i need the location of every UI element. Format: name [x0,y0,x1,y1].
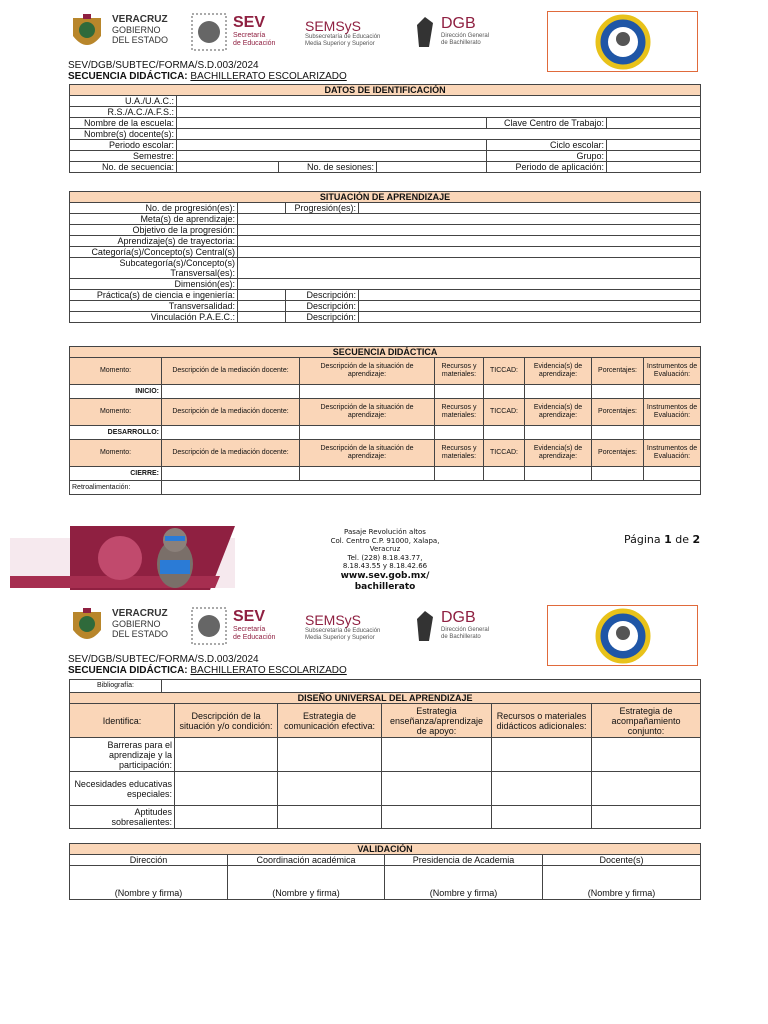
semsys-sub1: Subsecretaría de Educación [305,34,381,40]
sequence-value: BACHILLERATO ESCOLARIZADO [190,71,347,82]
clave-label: Clave Centro de Trabajo: [487,118,607,129]
address-line3: Veracruz [369,545,401,553]
desarrollo-cell-3[interactable] [435,426,484,440]
veracruz-line3-p2: DEL ESTADO [112,629,169,639]
dua-comunicacion-header: Estrategia de comunicación efectiva: [278,704,382,738]
dua-identifica-header: Identifica: [70,704,175,738]
aptitudes-cell-2[interactable] [278,806,382,829]
sev-logo-p2 [190,606,285,648]
sev-sub1: Secretaría [233,32,266,39]
sequence-value-p2: BACHILLERATO ESCOLARIZADO [190,665,347,676]
barreras-cell-4[interactable] [492,738,592,772]
necesidades-cell-3[interactable] [382,772,492,806]
aplicacion-label: Periodo de aplicación: [487,162,607,173]
bibliografia-table [69,679,701,693]
uac-label: U.A./U.A.C.: [70,96,177,107]
secuencia-title: SECUENCIA DIDÁCTICA [70,347,701,358]
cierre-ticcad-header: TICCAD: [484,440,525,467]
inicio-cell-3[interactable] [435,385,484,399]
dgb-title-p2: DGB [441,609,476,626]
desarrollo-cell-7[interactable] [644,426,701,440]
transversalidad-desc-label: Descripción: [286,301,359,312]
vinculacion-desc-label: Descripción: [286,312,359,323]
categoria-field[interactable] [238,247,701,258]
cierre-cell-4[interactable] [484,467,525,481]
prog-field[interactable] [359,203,701,214]
inicio-instrumentos-header: Instrumentos de Evaluación: [644,358,701,385]
semsys-sub2: Media Superior y Superior [305,41,375,47]
veracruz-shield-icon-p2 [70,606,104,648]
desarrollo-cell-4[interactable] [484,426,525,440]
page-word: Página [624,533,661,546]
veracruz-line3: DEL ESTADO [112,35,169,45]
cierre-momento-header: Momento: [70,440,162,467]
dua-situacion-header: Descripción de la situación y/o condición: [175,704,278,738]
veracruz-line2: GOBIERNO [112,25,161,35]
mexico-seal-icon-p2 [190,606,228,646]
semsys-title: SEMSyS [305,18,362,34]
docente-label: Nombre(s) docente(s): [70,129,177,140]
ciclo-label: Ciclo escolar: [487,140,607,151]
cierre-cell-2[interactable] [300,467,435,481]
subcategoria-label [70,258,238,279]
inicio-cell-6[interactable] [592,385,644,399]
page-number: 1 [664,533,672,546]
docente-header: Docente(s) [543,855,701,866]
sev-sub2-p2: de Educación [233,634,276,641]
cierre-evidencia-header: Evidencia(s) de aprendizaje: [525,440,592,467]
coordinacion-firma[interactable]: (Nombre y firma) [228,866,385,900]
clave-field[interactable] [607,118,701,129]
address-line1: Pasaje Revolución altos [344,528,426,536]
objetivo-label: Objetivo de la progresión: [70,225,238,236]
direccion-header: Dirección [70,855,228,866]
cierre-cell-1[interactable] [162,467,300,481]
dgb-sub2-p2: de Bachillerato [441,634,481,640]
aptitudes-cell-5[interactable] [592,806,701,829]
inicio-ticcad-header: TICCAD: [484,358,525,385]
inicio-cell-5[interactable] [525,385,592,399]
footer-banner [10,518,245,598]
nosec-field[interactable] [177,162,279,173]
cierre-mediacion-header: Descripción de la mediación docente: [162,440,300,467]
dgb-sub2: de Bachillerato [441,40,481,46]
inicio-label: INICIO: [70,385,162,399]
dgb-title: DGB [441,15,476,32]
rsa-label: R.S./A.C./A.F.S.: [70,107,177,118]
practica-desc-label: Descripción: [286,290,359,301]
desarrollo-mediacion-header: Descripción de la mediación docente: [162,399,300,426]
sev-logo [190,12,285,54]
rsa-field[interactable] [177,107,701,118]
validacion-table [69,843,701,900]
necesidades-cell-5[interactable] [592,772,701,806]
necesidades-cell-2[interactable] [278,772,382,806]
dua-acompanamiento-header: Estrategia de acompañamiento conjunto: [592,704,701,738]
veracruz-shield-icon [70,12,104,54]
barreras-cell-1[interactable] [175,738,278,772]
mascot-banner-icon [10,518,245,598]
website-line1: www.sev.gob.mx/ [340,570,430,581]
barreras-label: Barreras para el aprendizaje y la participación: [70,738,175,772]
practica-field[interactable] [238,290,286,301]
grupo-field[interactable] [607,151,701,162]
cierre-instrumentos-header: Instrumentos de Evaluación: [644,440,701,467]
barreras-cell-5[interactable] [592,738,701,772]
necesidades-cell-1[interactable] [175,772,278,806]
uac-field[interactable] [177,96,701,107]
trayectoria-label: Aprendizaje(s) de trayectoria: [70,236,238,247]
validacion-title: VALIDACIÓN [70,844,701,855]
vinculacion-field[interactable] [238,312,286,323]
website-line2: bachillerato [354,581,416,592]
necesidades-label: Necesidades educativas especiales: [70,772,175,806]
cierre-label: CIERRE: [70,467,162,481]
inicio-cell-7[interactable] [644,385,701,399]
situacion-table [69,191,701,323]
dua-recursos-header: Recursos o materiales didácticos adicionales: [492,704,592,738]
inicio-momento-header: Momento: [70,358,162,385]
dgb-sub1: Dirección General [441,33,490,39]
dua-table [69,692,701,829]
cierre-situacion-header: Descripción de la situación de aprendizaje: [300,440,435,467]
sequence-heading-p2 [68,665,347,676]
desarrollo-cell-6[interactable] [592,426,644,440]
direccion-firma[interactable]: (Nombre y firma) [70,866,228,900]
grupo-label: Grupo: [487,151,607,162]
transversalidad-field[interactable] [238,301,286,312]
desarrollo-porcentajes-header: Porcentajes: [592,399,644,426]
sev-title: SEV [233,14,266,31]
veracruz-logo [70,12,170,54]
inicio-situacion-header: Descripción de la situación de aprendizaje: [300,358,435,385]
aptitudes-cell-1[interactable] [175,806,278,829]
desarrollo-cell-2[interactable] [300,426,435,440]
inicio-cell-2[interactable] [300,385,435,399]
aplicacion-field[interactable] [607,162,701,173]
veracruz-line1-p2: VERACRUZ [112,608,168,619]
veracruz-line1: VERACRUZ [112,14,168,25]
retro-field[interactable] [162,481,701,495]
ciclo-field[interactable] [607,140,701,151]
address-line4: Tel. (228) 8.18.43.77, [347,553,423,562]
nosec-label: No. de secuencia: [70,162,177,173]
sequence-label-p2: SECUENCIA DIDÁCTICA: [68,665,188,676]
sequence-label: SECUENCIA DIDÁCTICA: [68,71,188,82]
form-code-p2: SEV/DGB/SUBTEC/FORMA/S.D.003/2024 [68,654,259,665]
desarrollo-ticcad-header: TICCAD: [484,399,525,426]
semestre-label: Semestre: [70,151,177,162]
datos-table [69,84,701,173]
aptitudes-cell-4[interactable] [492,806,592,829]
dgb-figure-icon [413,15,437,49]
desarrollo-recursos-header: Recursos y materiales: [435,399,484,426]
inicio-recursos-header: Recursos y materiales: [435,358,484,385]
semsys-sub1-p2: Subsecretaría de Educación [305,628,381,634]
vinculacion-label: Vinculación P.A.E.C.: [70,312,238,323]
cierre-recursos-header: Recursos y materiales: [435,440,484,467]
desarrollo-situacion-header: Descripción de la situación de aprendizaje: [300,399,435,426]
semsys-logo [305,18,405,48]
form-code: SEV/DGB/SUBTEC/FORMA/S.D.003/2024 [68,60,259,71]
objetivo-field[interactable] [238,225,701,236]
practica-desc-field[interactable] [359,290,701,301]
inicio-cell-1[interactable] [162,385,300,399]
cierre-cell-7[interactable] [644,467,701,481]
desarrollo-cell-5[interactable] [525,426,592,440]
necesidades-cell-4[interactable] [492,772,592,806]
semestre-field[interactable] [177,151,487,162]
cierre-cell-6[interactable] [592,467,644,481]
practica-label: Práctica(s) de ciencia e ingeniería: [70,290,238,301]
noprog-field[interactable] [238,203,286,214]
inicio-mediacion-header: Descripción de la mediación docente: [162,358,300,385]
inicio-evidencia-header: Evidencia(s) de aprendizaje: [525,358,592,385]
cierre-porcentajes-header: Porcentajes: [592,440,644,467]
cierre-cell-5[interactable] [525,467,592,481]
meta-label: Meta(s) de aprendizaje: [70,214,238,225]
dgb-sub1-p2: Dirección General [441,627,490,633]
situacion-title: SITUACIÓN DE APRENDIZAJE [70,192,701,203]
veracruz-logo-p2 [70,606,170,648]
dgb-figure-icon-p2 [413,609,437,643]
meta-field[interactable] [238,214,701,225]
bibliografia-label: Bibliografía: [70,680,162,693]
sev-sub1-p2: Secretaría [233,626,266,633]
vinculacion-desc-field[interactable] [359,312,701,323]
address-line2: Col. Centro C.P. 91000, Xalapa, [330,536,440,545]
semsys-sub2-p2: Media Superior y Superior [305,635,375,641]
retro-label: Retroalimentación: [70,481,162,495]
docente-firma[interactable]: (Nombre y firma) [543,866,701,900]
escuela-field[interactable] [177,118,487,129]
trayectoria-field[interactable] [238,236,701,247]
transversalidad-desc-field[interactable] [359,301,701,312]
subcategoria-line2: Transversal(es): [170,268,235,278]
dua-ensenanza-header: Estrategia enseñanza/aprendizaje de apoyo: [382,704,492,738]
desarrollo-evidencia-header: Evidencia(s) de aprendizaje: [525,399,592,426]
page-total: 2 [692,533,701,546]
prog-label: Progresión(es): [286,203,359,214]
desarrollo-cell-1[interactable] [162,426,300,440]
school-logo-box-p2 [547,605,698,666]
escuela-label: Nombre de la escuela: [70,118,177,129]
address-line5: 8.18.43.55 y 8.18.42.66 [342,562,428,570]
subcategoria-line1: Subcategoría(s)/Concepto(s) [119,258,235,268]
noprog-label: No. de progresión(es): [70,203,238,214]
semsys-logo-p2 [305,612,405,642]
inicio-cell-4[interactable] [484,385,525,399]
desarrollo-instrumentos-header: Instrumentos de Evaluación: [644,399,701,426]
datos-title: DATOS DE IDENTIFICACIÓN [70,85,701,96]
desarrollo-momento-header: Momento: [70,399,162,426]
page-of: de [675,533,690,546]
sev-title-p2: SEV [233,608,266,625]
categoria-label: Categoría(s)/Concepto(s) Central(s) [70,247,238,258]
dimension-field[interactable] [238,279,701,290]
periodo-field[interactable] [177,140,487,151]
inicio-porcentajes-header: Porcentajes: [592,358,644,385]
presidencia-firma[interactable]: (Nombre y firma) [385,866,543,900]
cierre-cell-3[interactable] [435,467,484,481]
dimension-label: Dimensión(es): [70,279,238,290]
aptitudes-label: Aptitudes sobresalientes: [70,806,175,829]
desarrollo-label: DESARROLLO: [70,426,162,440]
school-logo-box [547,11,698,72]
bibliografia-field[interactable] [162,680,701,693]
subcategoria-field[interactable] [238,258,701,279]
presidencia-header: Presidencia de Academia [385,855,543,866]
secuencia-table [69,346,701,495]
semsys-title-p2: SEMSyS [305,612,362,628]
nosesiones-field[interactable] [377,162,487,173]
nosesiones-label: No. de sesiones: [279,162,377,173]
dgb-logo-p2 [413,609,513,645]
transversalidad-label: Transversalidad: [70,301,238,312]
veracruz-line2-p2: GOBIERNO [112,619,161,629]
sequence-heading [68,71,347,82]
periodo-label: Periodo escolar: [70,140,177,151]
coordinacion-header: Coordinación académica [228,855,385,866]
barreras-cell-3[interactable] [382,738,492,772]
school-emblem-icon [548,12,699,73]
mexico-seal-icon [190,12,228,52]
aptitudes-cell-3[interactable] [382,806,492,829]
footer-address [300,528,470,593]
sev-sub2: de Educación [233,40,276,47]
barreras-cell-2[interactable] [278,738,382,772]
page-indicator [624,533,700,546]
docente-field[interactable] [177,129,701,140]
dgb-logo [413,15,513,51]
dua-title: DISEÑO UNIVERSAL DEL APRENDIZAJE [70,693,701,704]
school-emblem-icon-p2 [548,606,699,667]
